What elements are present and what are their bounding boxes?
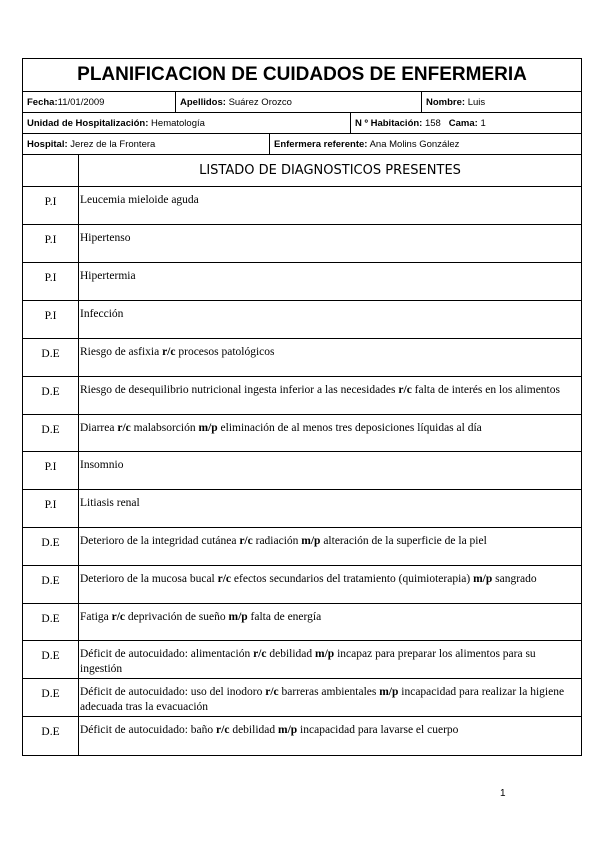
diagnosis-row [23, 415, 581, 452]
diagnosis-fragment: Hipertermia [80, 270, 136, 282]
diagnosis-code: P.I [23, 187, 79, 224]
nombre-label: Nombre: [426, 97, 466, 108]
relation-keyword: r/c [239, 535, 253, 547]
diagnosis-fragment: Insomnio [80, 459, 124, 471]
relation-keyword: r/c [216, 724, 230, 736]
diagnoses-list [23, 187, 581, 755]
diagnosis-fragment: eliminación de al menos tres deposiciones líquidas al día [217, 422, 482, 434]
diagnosis-text [79, 415, 581, 451]
fecha-value: 11/01/2009 [57, 97, 105, 108]
diagnosis-text [79, 566, 581, 603]
diagnosis-row [23, 641, 581, 679]
diagnosis-row [23, 301, 581, 339]
diagnosis-fragment: Diarrea [80, 422, 118, 434]
diagnosis-fragment: sangrado [492, 573, 537, 585]
header-row-1 [23, 92, 581, 113]
relation-keyword: m/p [228, 611, 248, 623]
relation-keyword: m/p [379, 686, 399, 698]
hospital-cell [23, 134, 270, 154]
unidad-cell [23, 113, 351, 133]
relation-keyword: m/p [315, 648, 335, 660]
diagnosis-fragment: radiación [252, 535, 302, 547]
relation-keyword: m/p [278, 724, 298, 736]
hospital-value: Jerez de la Frontera [70, 139, 156, 150]
diagnosis-code: D.E [23, 641, 79, 678]
apellidos-label: Apellidos: [180, 97, 226, 108]
relation-keyword: r/c [398, 384, 412, 396]
diagnosis-fragment: Deterioro de la mucosa bucal [80, 573, 218, 585]
diagnosis-code: D.E [23, 528, 79, 565]
diagnosis-fragment: Deterioro de la integridad cutánea [80, 535, 240, 547]
diagnosis-code: P.I [23, 452, 79, 489]
diagnosis-row [23, 604, 581, 641]
diagnosis-code: D.E [23, 679, 79, 716]
diagnosis-text [79, 641, 581, 678]
header-row-2 [23, 113, 581, 134]
diagnosis-row [23, 187, 581, 225]
diagnosis-fragment: procesos patológicos [175, 346, 275, 358]
diagnosis-fragment: alteración de la superficie de la piel [320, 535, 487, 547]
diagnosis-code: P.I [23, 263, 79, 300]
diagnosis-row [23, 528, 581, 566]
diagnosis-fragment: falta de energía [247, 611, 322, 623]
code-column-header [23, 155, 79, 186]
diagnosis-fragment: debilidad [229, 724, 278, 736]
diagnoses-title: LISTADO DE DIAGNOSTICOS PRESENTES [199, 163, 461, 178]
diagnosis-row [23, 225, 581, 263]
unidad-value: Hematología [151, 118, 205, 129]
diagnosis-text [79, 339, 581, 376]
diagnosis-code: D.E [23, 415, 79, 451]
diagnosis-code: P.I [23, 301, 79, 338]
relation-keyword: r/c [117, 422, 131, 434]
cama-label: Cama: [448, 118, 478, 129]
diagnosis-row [23, 679, 581, 717]
diagnosis-fragment: Fatiga [80, 611, 112, 623]
diagnosis-fragment: Déficit de autocuidado: baño [80, 724, 217, 736]
diagnosis-fragment: incapaz para preparar los alimentos para su ingestión [80, 648, 536, 675]
diagnosis-code: D.E [23, 339, 79, 376]
apellidos-value: Suárez Orozco [228, 97, 292, 108]
diagnosis-fragment: incapacidad para lavarse el cuerpo [297, 724, 459, 736]
cama-value: 1 [480, 118, 486, 129]
diagnosis-fragment: Litiasis renal [80, 497, 140, 509]
diagnoses-header [23, 155, 581, 187]
enfermera-cell [270, 134, 581, 154]
diagnosis-text [79, 301, 581, 338]
diagnosis-fragment: Riesgo de desequilibrio nutricional ingesta inferior a las necesidades [80, 384, 399, 396]
diagnosis-fragment: debilidad [266, 648, 316, 660]
nombre-value: Luis [467, 97, 486, 108]
apellidos-cell [176, 92, 422, 112]
diagnosis-row [23, 717, 581, 755]
diagnosis-text [79, 717, 581, 755]
habitacion-value: 158 [424, 118, 441, 129]
diagnosis-fragment: barreras ambientales [278, 686, 380, 698]
diagnosis-text [79, 490, 581, 527]
diagnosis-code: D.E [23, 377, 79, 414]
diagnosis-row [23, 377, 581, 415]
diagnosis-fragment: Infección [80, 308, 124, 320]
diagnosis-row [23, 263, 581, 301]
unidad-label: Unidad de Hospitalización: [27, 118, 149, 129]
diagnosis-fragment: efectos secundarios del tratamiento (quimioterapia) [231, 573, 474, 585]
fecha-cell [23, 92, 176, 112]
diagnosis-code: D.E [23, 717, 79, 755]
relation-keyword: m/p [301, 535, 321, 547]
diagnosis-text [79, 225, 581, 262]
diagnosis-fragment: Déficit de autocuidado: alimentación [80, 648, 254, 660]
diagnosis-text [79, 679, 581, 716]
relation-keyword: r/c [111, 611, 126, 623]
diagnosis-text [79, 528, 581, 565]
diagnosis-text [79, 187, 581, 224]
diagnosis-row [23, 566, 581, 604]
diagnosis-text [79, 377, 581, 414]
diagnosis-code: P.I [23, 225, 79, 262]
header-row-3 [23, 134, 581, 155]
page-number: 1 [500, 788, 506, 799]
diagnosis-text [79, 604, 581, 640]
diagnosis-fragment: Hipertenso [80, 232, 131, 244]
diagnosis-row [23, 490, 581, 528]
diagnosis-text [79, 263, 581, 300]
diagnosis-row [23, 339, 581, 377]
care-plan-sheet [22, 58, 582, 756]
diagnosis-fragment: Déficit de autocuidado: uso del inodoro [80, 686, 266, 698]
relation-keyword: m/p [198, 422, 218, 434]
diagnosis-code: D.E [23, 604, 79, 640]
relation-keyword: r/c [162, 346, 176, 358]
enfermera-value: Ana Molins González [369, 139, 460, 150]
diagnosis-text [79, 452, 581, 489]
enfermera-label: Enfermera referente: [274, 139, 368, 150]
page-title: PLANIFICACION DE CUIDADOS DE ENFERMERIA [23, 59, 581, 92]
diagnosis-fragment: falta de interés en los alimentos [411, 384, 560, 396]
diagnosis-fragment: Riesgo de asfixia [80, 346, 163, 358]
habitacion-cell [351, 113, 581, 133]
diagnosis-fragment: malabsorción [130, 422, 199, 434]
diagnosis-code: D.E [23, 566, 79, 603]
habitacion-label: N º Habitación: [355, 118, 423, 129]
diagnosis-row [23, 452, 581, 490]
hospital-label: Hospital: [27, 139, 68, 150]
diagnosis-fragment: Leucemia mieloide aguda [80, 194, 199, 206]
nombre-cell [422, 92, 581, 112]
relation-keyword: r/c [253, 648, 267, 660]
relation-keyword: r/c [265, 686, 279, 698]
relation-keyword: r/c [217, 573, 232, 585]
diagnosis-fragment: incapacidad para realizar la higiene adecuada tras la evacuación [80, 686, 565, 713]
diagnosis-code: P.I [23, 490, 79, 527]
fecha-label: Fecha: [27, 97, 58, 108]
diagnosis-fragment: deprivación de sueño [125, 611, 229, 623]
relation-keyword: m/p [473, 573, 493, 585]
